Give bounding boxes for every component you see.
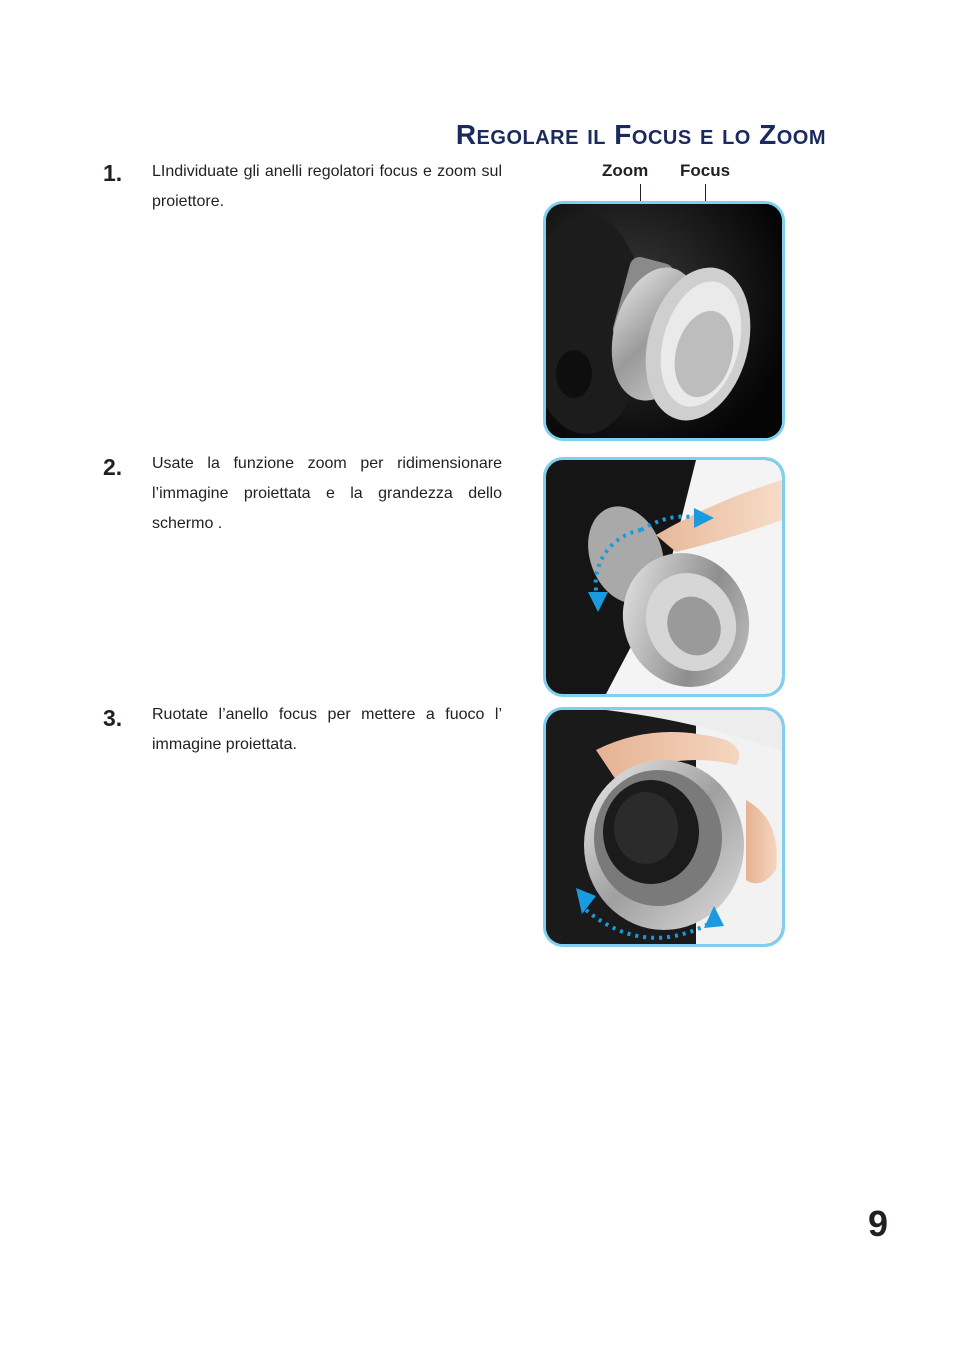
step-2-text: Usate la funzione zoom per ridimensionare l’immagine proiettata e la grandezza dello schermo . (152, 455, 502, 532)
zoom-ring-photo (543, 457, 785, 697)
step-2-number: 2. (103, 454, 123, 480)
lens-rings-photo (543, 201, 785, 441)
focus-label: Focus (680, 161, 731, 180)
step-1-text: LIndividuate gli anelli regolatori focus e zoom sul proiettore. (152, 163, 502, 210)
zoom-label: Zoom (602, 161, 649, 180)
page-number: 9 (867, 1203, 888, 1244)
step-3-number: 3. (103, 705, 123, 731)
focus-ring-photo (543, 707, 785, 947)
step-3-text: Ruotate l’anello focus per mettere a fuoco l’ immagine proiettata. (152, 706, 502, 753)
step-1-number: 1. (103, 160, 123, 186)
page-title: Regolare il Focus e lo Zoom (455, 118, 826, 150)
